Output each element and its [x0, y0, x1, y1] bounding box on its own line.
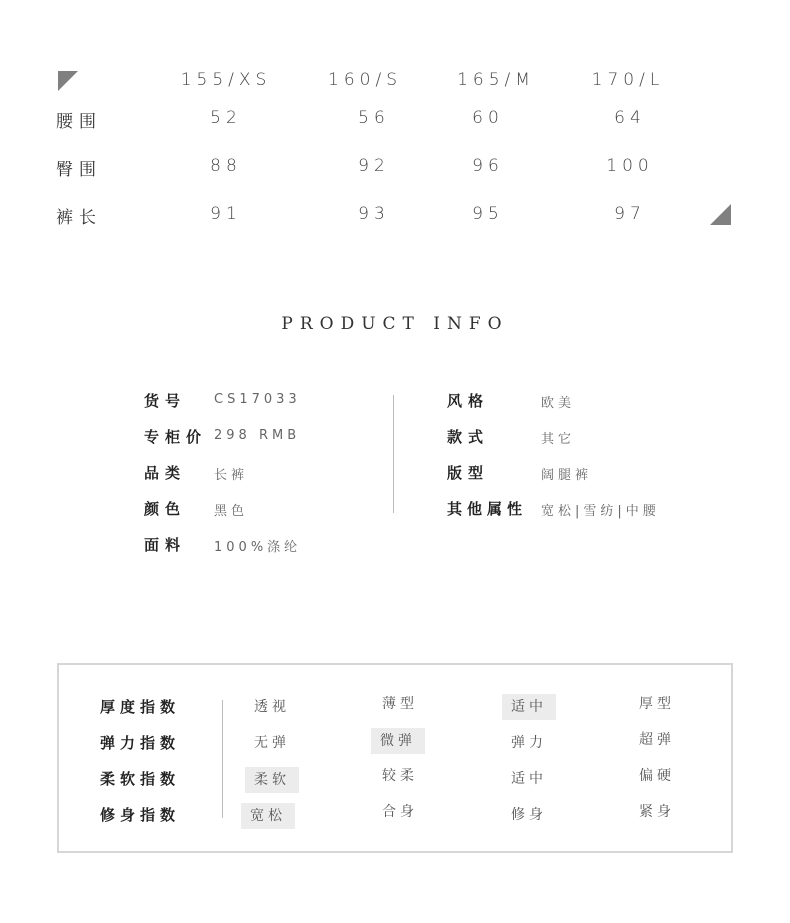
index-label: 弹力指数 [100, 734, 181, 752]
table-cell: 95 [472, 204, 504, 224]
index-option: 适中 [511, 771, 547, 787]
index-option: 较柔 [382, 768, 418, 784]
index-label: 厚度指数 [100, 698, 181, 716]
table-cell: 100 [606, 156, 654, 176]
info-value: 欧美 [541, 396, 576, 411]
info-value: 黑色 [214, 504, 249, 519]
info-value: 298 RMB [214, 428, 301, 443]
index-option: 弹力 [511, 735, 547, 751]
index-option-selected: 适中 [502, 694, 556, 720]
row-label-length: 裤长 [56, 208, 102, 228]
index-divider [222, 700, 223, 818]
index-option: 无弹 [254, 735, 290, 751]
size-header-l: 170/L [591, 70, 665, 90]
table-cell: 93 [358, 204, 390, 224]
corner-triangle-top-left [58, 71, 78, 91]
index-option: 偏硬 [639, 768, 675, 784]
info-value: 宽松|雪纺|中腰 [541, 504, 660, 519]
size-header-s: 160/S [328, 70, 402, 90]
table-cell: 64 [614, 108, 646, 128]
corner-triangle-bottom-right [710, 204, 731, 225]
info-value: 其它 [541, 432, 576, 447]
info-label: 颜色 [144, 500, 187, 518]
table-cell: 96 [472, 156, 504, 176]
info-divider [393, 395, 394, 513]
info-label: 版型 [447, 464, 490, 482]
table-cell: 91 [210, 204, 242, 224]
index-option: 薄型 [382, 696, 418, 712]
info-label: 品类 [144, 464, 187, 482]
index-option-selected: 宽松 [241, 803, 295, 829]
info-value: 长裤 [214, 468, 249, 483]
index-option: 修身 [511, 807, 547, 823]
product-info-title: PRODUCT INFO [281, 314, 509, 334]
index-option-selected: 柔软 [245, 767, 299, 793]
size-header-m: 165/M [457, 70, 535, 90]
index-option: 透视 [254, 699, 290, 715]
info-value: 100%涤纶 [214, 540, 302, 555]
info-label: 其他属性 [447, 500, 528, 518]
index-option: 超弹 [639, 732, 675, 748]
info-label: 款式 [447, 428, 490, 446]
table-cell: 60 [472, 108, 504, 128]
info-label: 面料 [144, 536, 187, 554]
table-cell: 97 [614, 204, 646, 224]
index-option: 紧身 [639, 804, 675, 820]
row-label-waist: 腰围 [56, 112, 102, 132]
info-value: 阔腿裤 [541, 468, 593, 483]
row-label-hip: 臀围 [56, 160, 102, 180]
info-label: 货号 [144, 392, 187, 410]
size-header-xs: 155/XS [180, 70, 272, 90]
index-label: 修身指数 [100, 806, 181, 824]
info-label: 专柜价 [144, 428, 208, 446]
index-label: 柔软指数 [100, 770, 181, 788]
index-option: 合身 [382, 804, 418, 820]
table-cell: 88 [210, 156, 242, 176]
index-option-selected: 微弹 [371, 728, 425, 754]
table-cell: 92 [358, 156, 390, 176]
table-cell: 52 [210, 108, 242, 128]
info-value: CS17033 [214, 392, 301, 407]
info-label: 风格 [447, 392, 490, 410]
table-cell: 56 [358, 108, 390, 128]
index-option: 厚型 [639, 696, 675, 712]
